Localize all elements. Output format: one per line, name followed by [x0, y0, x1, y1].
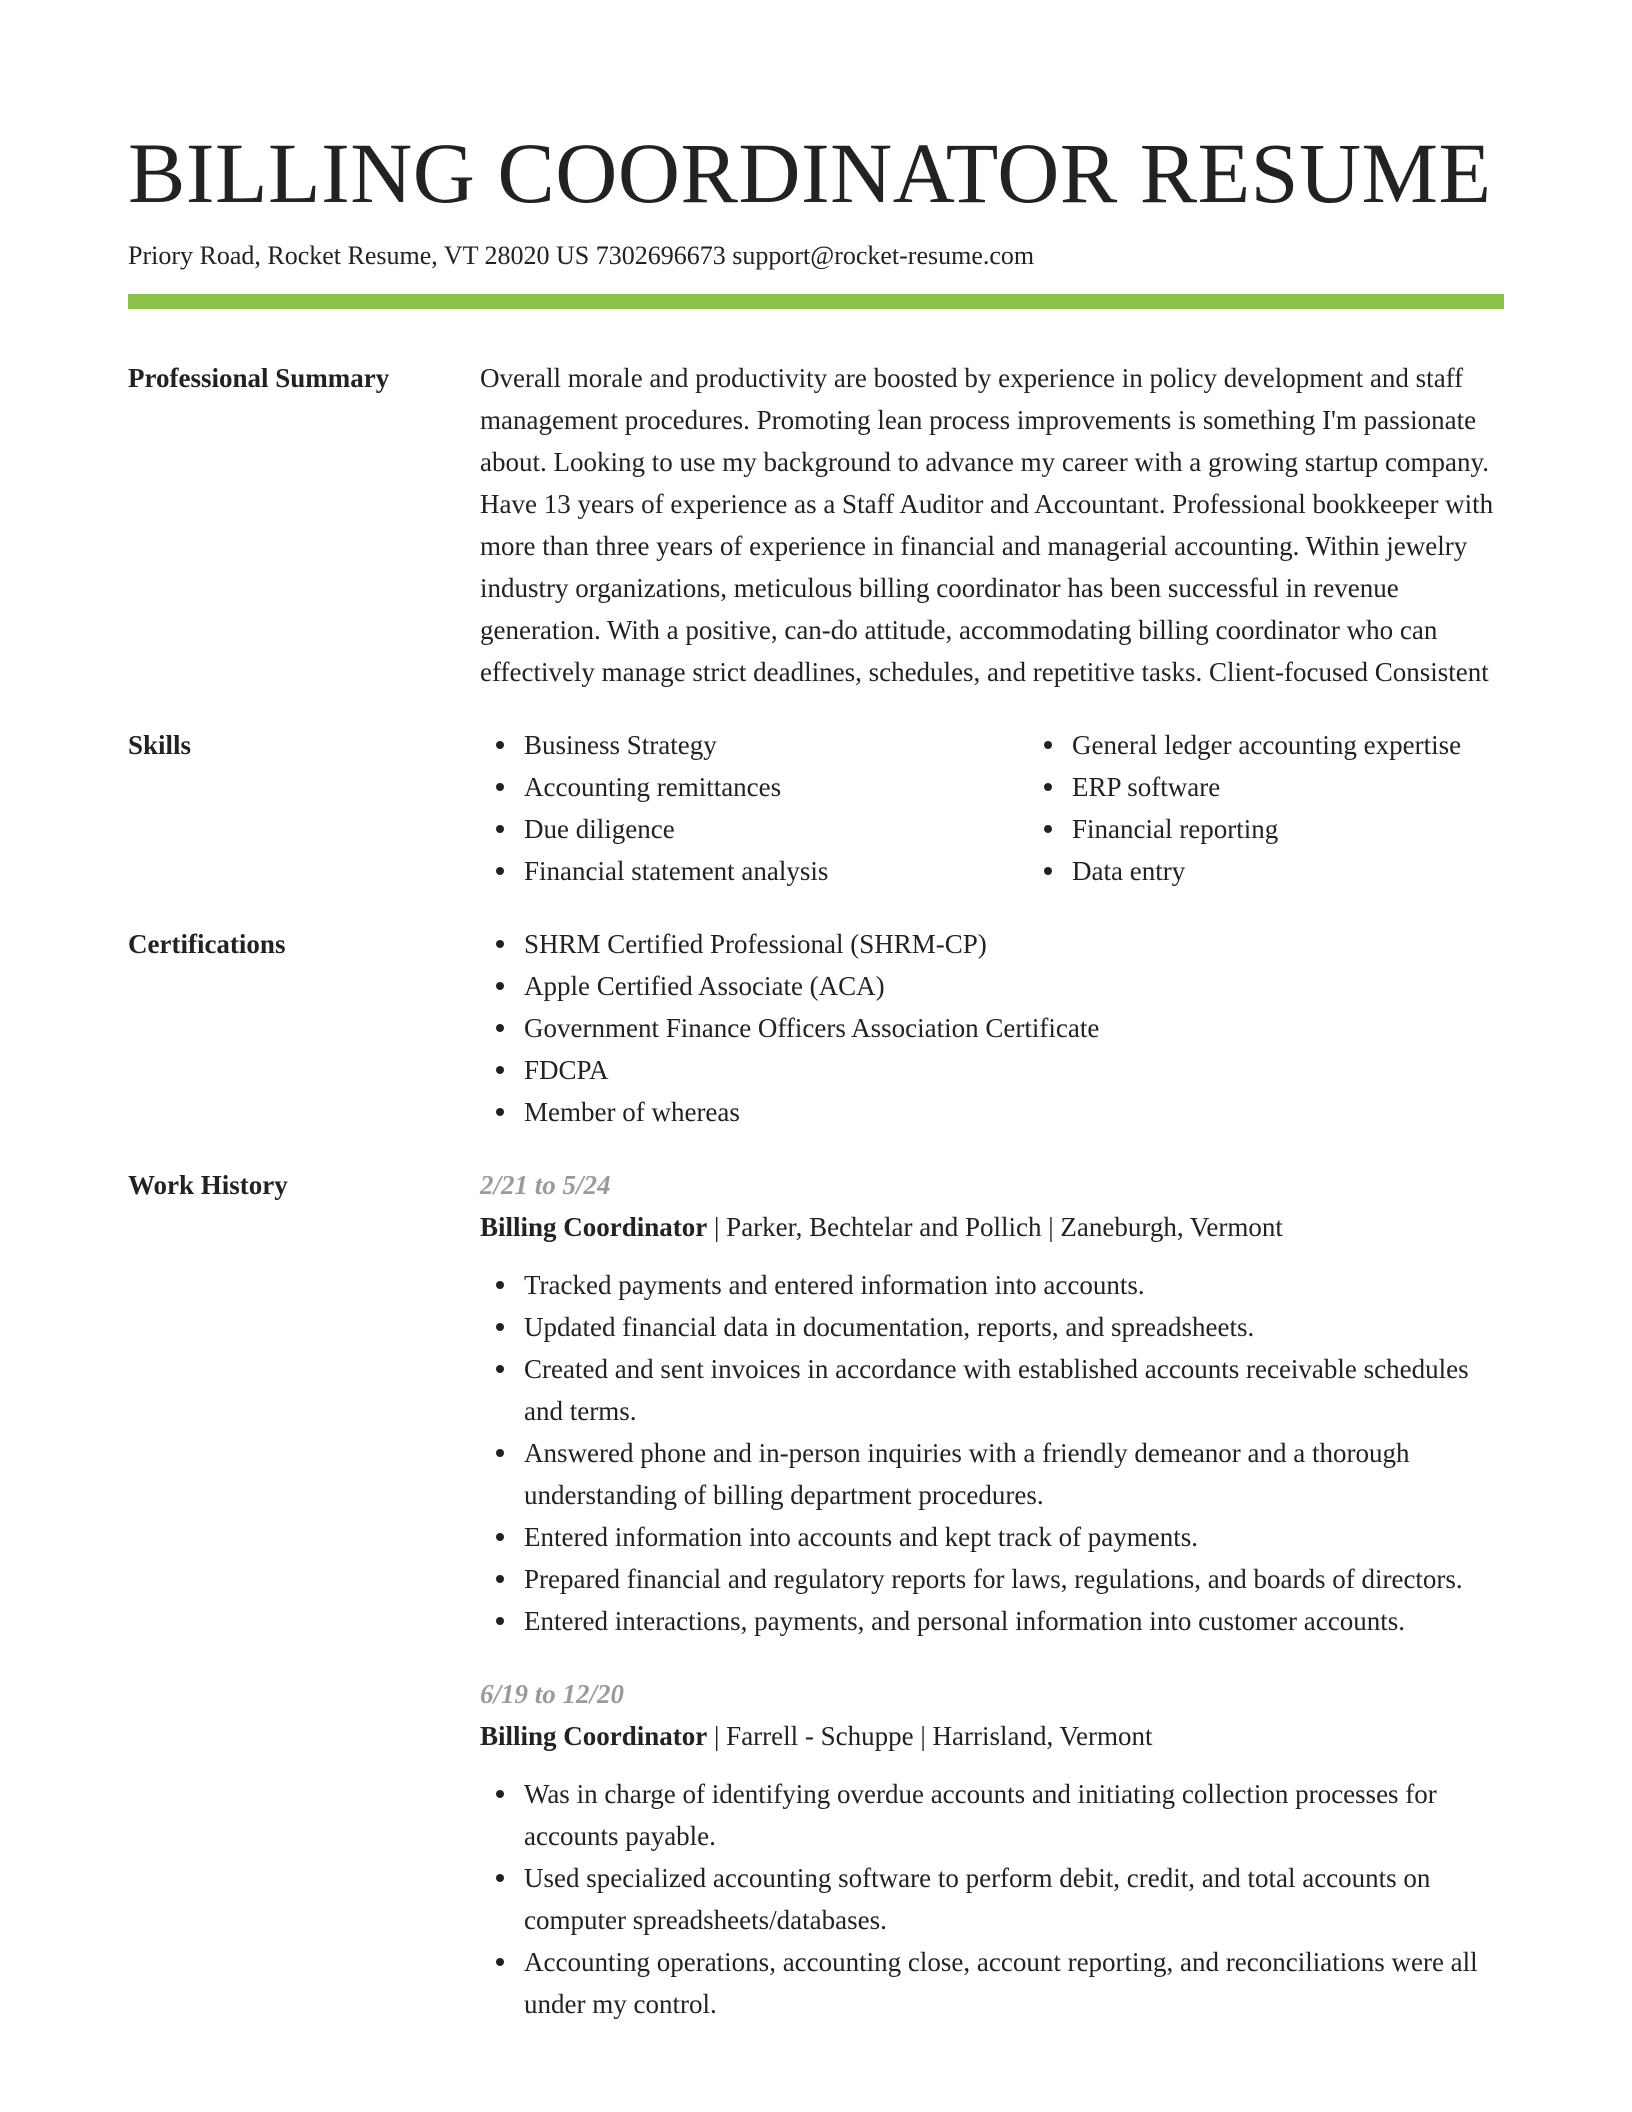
skill-item: General ledger accounting expertise	[1072, 724, 1576, 766]
job-bullet: Accounting operations, accounting close, account reporting, and reconciliations were all under my control.	[524, 1941, 1504, 2025]
certification-item: SHRM Certified Professional (SHRM-CP)	[524, 923, 1504, 965]
job-title: Billing Coordinator	[480, 1721, 708, 1751]
job-heading	[480, 1715, 1504, 1757]
job-bullet: Entered interactions, payments, and personal information into customer accounts.	[524, 1600, 1504, 1642]
skill-item: Due diligence	[524, 808, 1028, 850]
summary-section	[128, 357, 1504, 693]
summary-body	[480, 357, 1504, 693]
work-history-section	[128, 1164, 1504, 2025]
summary-text: Overall morale and productivity are boosted by experience in policy development and staff management procedures. Promoting lean process improvements is something I'm passionate about. Looking to use my background to advance my career with a growing startup company. Have 13 years of experience as a Staff Auditor and Accountant. Professional bookkeeper with more than three years of experience in financial and managerial accounting. Within jewelry industry organizations, meticulous billing coordinator has been successful in revenue generation. With a positive, can-do attitude, accommodating billing coordinator who can effectively manage strict deadlines, schedules, and repetitive tasks. Client-focused Consistent	[480, 363, 1494, 687]
certification-item: FDCPA	[524, 1049, 1504, 1091]
job-bullet: Was in charge of identifying overdue accounts and initiating collection processes for accounts payable.	[524, 1773, 1504, 1857]
skill-item: ERP software	[1072, 766, 1576, 808]
job-employer-location: | Farrell - Schuppe | Harrisland, Vermont	[707, 1721, 1153, 1751]
job-dates: 6/19 to 12/20	[480, 1679, 625, 1709]
skills-column-1	[480, 724, 1028, 892]
resume-title: BILLING COORDINATOR RESUME	[128, 125, 1492, 221]
resume-page	[128, 0, 1504, 2025]
certifications-list	[480, 923, 1504, 1133]
summary-label: Professional Summary	[128, 363, 390, 393]
job-bullet: Entered information into accounts and kept track of payments.	[524, 1516, 1504, 1558]
skills-section	[128, 724, 1504, 892]
skill-item: Business Strategy	[524, 724, 1028, 766]
certifications-label: Certifications	[128, 929, 286, 959]
job-employer-location: | Parker, Bechtelar and Pollich | Zaneburgh, Vermont	[707, 1212, 1283, 1242]
job-dates: 2/21 to 5/24	[480, 1170, 611, 1200]
job-title: Billing Coordinator	[480, 1212, 708, 1242]
job-bullet: Tracked payments and entered information into accounts.	[524, 1264, 1504, 1306]
contact-info: Priory Road, Rocket Resume, VT 28020 US 7302696673 support@rocket-resume.com	[128, 241, 1035, 270]
certifications-section	[128, 923, 1504, 1133]
accent-divider	[128, 294, 1504, 309]
job-bullet: Used specialized accounting software to perform debit, credit, and total accounts on computer spreadsheets/databases.	[524, 1857, 1504, 1941]
certification-item: Apple Certified Associate (ACA)	[524, 965, 1504, 1007]
job-bullets	[480, 1264, 1504, 1642]
job-bullet: Answered phone and in-person inquiries with a friendly demeanor and a thorough understanding of billing department procedures.	[524, 1432, 1504, 1516]
work-history-body	[480, 1164, 1504, 2025]
job-heading	[480, 1206, 1504, 1248]
job-bullet: Updated financial data in documentation, reports, and spreadsheets.	[524, 1306, 1504, 1348]
skills-body	[480, 724, 1576, 892]
skill-item: Accounting remittances	[524, 766, 1028, 808]
skill-item: Financial reporting	[1072, 808, 1576, 850]
job-bullet: Created and sent invoices in accordance with established accounts receivable schedules and terms.	[524, 1348, 1504, 1432]
certification-item: Government Finance Officers Association Certificate	[524, 1007, 1504, 1049]
work-history-label: Work History	[128, 1170, 288, 1200]
certification-item: Member of whereas	[524, 1091, 1504, 1133]
job-entry	[480, 1164, 1504, 1642]
skill-item: Data entry	[1072, 850, 1576, 892]
job-entry	[480, 1673, 1504, 2025]
skills-grid	[480, 724, 1576, 892]
skill-item: Financial statement analysis	[524, 850, 1028, 892]
skills-column-2	[1028, 724, 1576, 892]
job-bullet: Prepared financial and regulatory reports for laws, regulations, and boards of directors.	[524, 1558, 1504, 1600]
job-bullets	[480, 1773, 1504, 2025]
skills-label: Skills	[128, 730, 192, 760]
certifications-body	[480, 923, 1504, 1133]
